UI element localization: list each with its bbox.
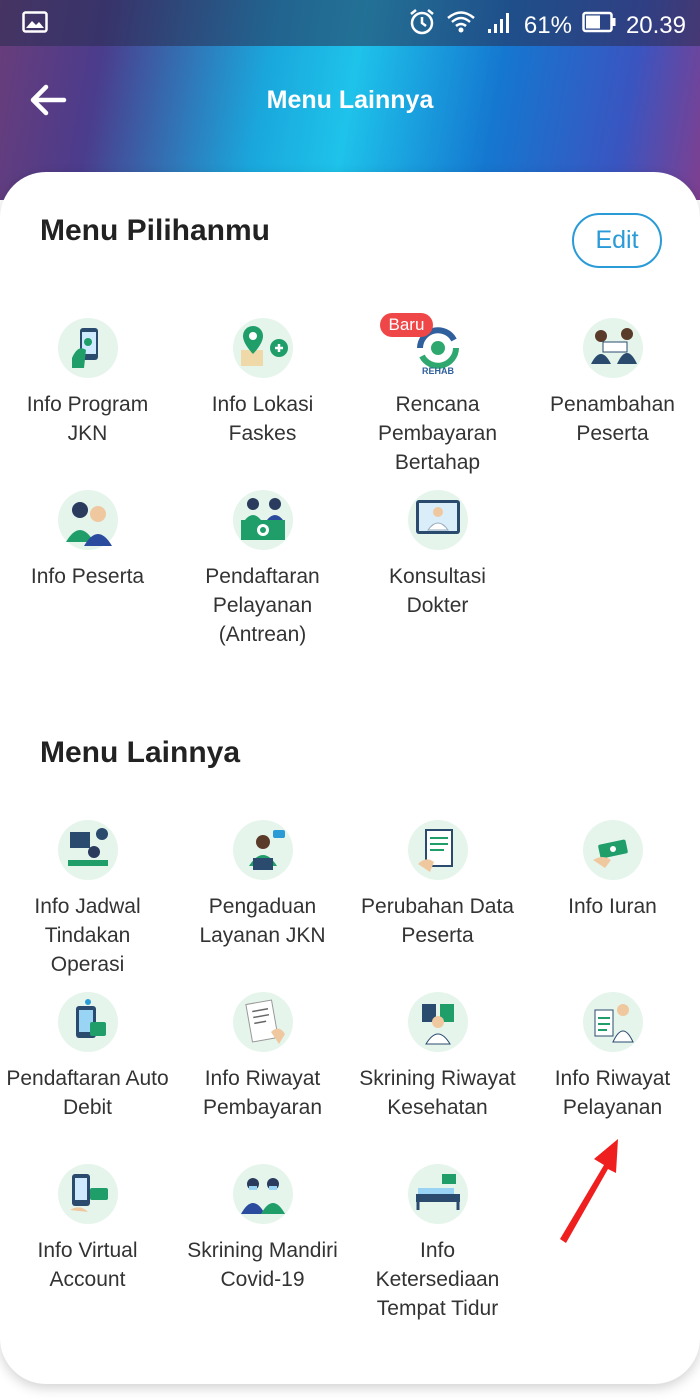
menu-item-label: Pendaftaran Pelayanan (Antrean) [205,565,320,646]
section-title-pilihan: Menu Pilihanmu [40,214,271,247]
virtual-account-icon [58,1164,118,1224]
edit-document-icon [408,820,468,880]
page-title: Menu Lainnya [266,86,434,114]
health-screening-icon [408,992,468,1052]
menu-item-konsultasi-dokter[interactable] [350,490,525,620]
gallery-icon [22,11,48,38]
edit-button[interactable]: Edit [572,213,662,268]
menu-item-label: Skrining Mandiri Covid-19 [187,1239,338,1291]
menu-item-info-peserta[interactable] [0,490,175,591]
map-pin-icon [233,318,293,378]
covid-screening-icon [233,1164,293,1224]
menu-item-label: Info Program JKN [26,393,149,445]
menu-item-info-lokasi-faskes[interactable] [175,318,350,448]
menu-item-label: Info Riwayat Pelayanan [554,1067,671,1119]
menu-item-label: Info Iuran [568,895,657,918]
family-card-icon [583,318,643,378]
menu-item-label: Info Virtual Account [37,1239,138,1291]
menu-item-info-jadwal-operasi[interactable] [0,820,175,979]
menu-item-riwayat-pelayanan[interactable] [525,992,700,1122]
new-badge: Baru [380,313,434,337]
menu-item-pengaduan-layanan[interactable] [175,820,350,950]
status-bar [0,0,700,46]
participants-icon [58,490,118,550]
alarm-icon [408,8,436,43]
menu-item-label: Info Peserta [30,565,145,588]
menu-item-penambahan-peserta[interactable] [525,318,700,448]
menu-item-skrining-riwayat[interactable] [350,992,525,1122]
menu-item-label: Info Riwayat Pembayaran [202,1067,323,1119]
menu-item-pendaftaran-pelayanan[interactable] [175,490,350,649]
menu-item-perubahan-data[interactable] [350,820,525,950]
wifi-icon [446,9,476,42]
app-header [0,46,700,156]
receipt-icon [233,992,293,1052]
menu-item-info-iuran[interactable] [525,820,700,921]
menu-item-virtual-account[interactable] [0,1164,175,1294]
signal-icon [486,10,514,41]
menu-item-label: Penambahan Peserta [550,393,675,445]
menu-item-rencana-pembayaran[interactable] [350,315,525,477]
menu-item-label: Pengaduan Layanan JKN [199,895,326,947]
menu-item-label: Info Lokasi Faskes [211,393,314,445]
menu-item-label: Pendaftaran Auto Debit [6,1067,169,1119]
menu-item-label: Konsultasi Dokter [389,565,486,617]
operation-schedule-icon [58,820,118,880]
queue-desk-icon [233,490,293,550]
menu-item-info-program-jkn[interactable] [0,318,175,448]
menu-item-label: Skrining Riwayat Kesehatan [359,1067,516,1119]
menu-item-label: Perubahan Data Peserta [361,895,514,947]
service-history-icon [583,992,643,1052]
money-hand-icon [583,820,643,880]
red-arrow-annotation [552,1135,632,1245]
svg-text:REHAB: REHAB [421,366,454,376]
menu-item-label: Rencana Pembayaran Bertahap [377,393,498,474]
menu-item-tempat-tidur[interactable] [350,1164,525,1323]
battery-percent: 61% [523,11,572,39]
menu-item-label: Info Jadwal Tindakan Operasi [34,895,141,976]
menu-item-label: Info Ketersediaan Tempat Tidur [375,1239,500,1320]
rehab-logo-icon [388,315,468,378]
doctor-screen-icon [408,490,468,550]
phone-doctor-icon [58,318,118,378]
hospital-bed-icon [408,1164,468,1224]
menu-item-skrining-covid[interactable] [175,1164,350,1294]
section-title-lainnya: Menu Lainnya [40,736,241,769]
auto-debit-icon [58,992,118,1052]
menu-item-riwayat-pembayaran[interactable] [175,992,350,1122]
battery-icon [582,11,616,40]
menu-item-auto-debit[interactable] [0,992,175,1122]
complaint-agent-icon [233,820,293,880]
clock: 20.39 [625,11,686,39]
